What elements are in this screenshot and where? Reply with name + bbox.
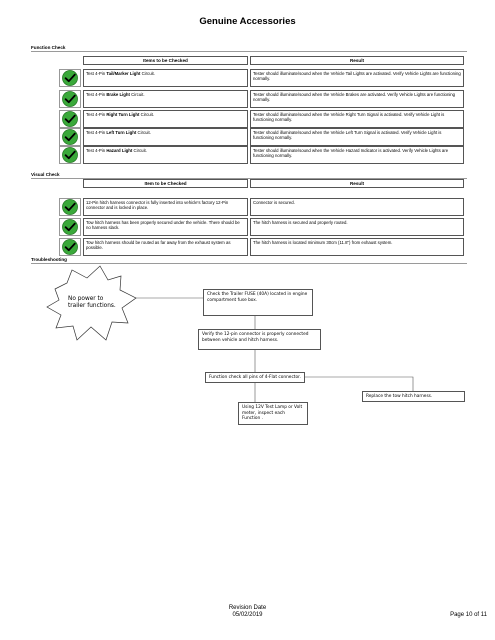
cell-text: Test 4-Pin — [86, 130, 107, 135]
visual-check-heading: Visual Check — [31, 172, 60, 177]
flow-step-verify-connector: Verify the 12-pin connector is properly connected between vehicle and hitch harness. — [198, 329, 321, 350]
cell-text: Tester should illuminate/sound when the Vehicle Tail Lights are activated. Verify Vehicle Lights are functioning normally. — [253, 71, 461, 82]
item-col-header: Item to be Checked — [83, 179, 248, 188]
cell-text: Brake Light — [106, 92, 130, 97]
cell-text: The hitch harness is located minimum 30cm (11.8") from exhaust system. — [253, 240, 393, 245]
flow-step-replace-harness: Replace the tow hitch harness. — [362, 391, 465, 402]
cell-text: Circuit. — [132, 148, 147, 153]
cell-text: The hitch harness is secured and properly routed. — [253, 220, 348, 225]
result-col-header: Result — [250, 56, 464, 65]
cell-text: Test 4-Pin — [86, 112, 107, 117]
items-col-header: Items to be Checked — [83, 56, 248, 65]
flow-step-function-check-pins: Function check all pins of 4-Flat connector. — [205, 372, 305, 383]
page-title: Genuine Accessories — [199, 16, 296, 27]
cell-text: Circuit. — [140, 71, 155, 76]
cell-text: Hazard Light — [106, 148, 133, 153]
cell-text: Tester should illuminate/sound when the Vehicle Left Turn Signal is activated. Verify Vehicle Light is functioning normally. — [253, 130, 442, 141]
revision-label: Revision Date — [228, 605, 267, 611]
flow-step-check-fuse: Check the Trailer FUSE (40A) located in engine compartment fuse box. — [203, 289, 313, 316]
cell-text: 12-Pin hitch harness connector is fully inserted into vehicle's factory 12-Pin connector and is locked in place. — [86, 200, 229, 211]
cell-text: Right Turn Light — [106, 112, 140, 117]
flow-step-test-lamp: Using 12V Test Lamp or Volt meter, inspect each Function . — [238, 402, 308, 425]
cell-text: Tow hitch harness has been properly secured under the vehicle. There should be no harness slack. — [86, 220, 240, 231]
cell-text: Tester should illuminate/sound when the Vehicle Hazard Indicator is activated. Verify Vehicle Lights are functioning normally. — [253, 148, 449, 159]
cell-text: Circuit. — [136, 130, 151, 135]
revision-date: 05/02/2019 — [232, 612, 263, 618]
cell-text: Tester should illuminate/sound when the Vehicle Brakes are activated. Verify Vehicle Lights are functioning normally. — [253, 92, 456, 103]
start-issue-label: No power to trailer functions. — [68, 296, 116, 310]
cell-text: Test 4-Pin — [86, 92, 107, 97]
cell-text: Tail/Marker Light — [106, 71, 141, 76]
page-number: Page 10 of 11 — [450, 612, 487, 618]
cell-text: Left Turn Light — [106, 130, 137, 135]
visual-result-col-header: Result — [250, 179, 464, 188]
cell-text: Test 4-Pin — [86, 71, 107, 76]
cell-text: Connector is secured. — [253, 200, 295, 205]
connector-step3-to-step4 — [305, 377, 413, 391]
cell-text: Tester should illuminate/sound when the Vehicle Right Turn Signal is activated. Verify Vehicle Light is functioning normally. — [253, 112, 445, 123]
troubleshooting-heading: Troubleshooting — [31, 257, 67, 262]
cell-text: Circuit. — [139, 112, 154, 117]
function-check-heading: Function Check — [31, 45, 66, 50]
cell-text: Circuit. — [129, 92, 145, 97]
cell-text: Tow hitch harness should be routed as far away from the exhaust system as possible. — [86, 240, 231, 251]
cell-text: Test 4-Pin — [86, 148, 107, 153]
